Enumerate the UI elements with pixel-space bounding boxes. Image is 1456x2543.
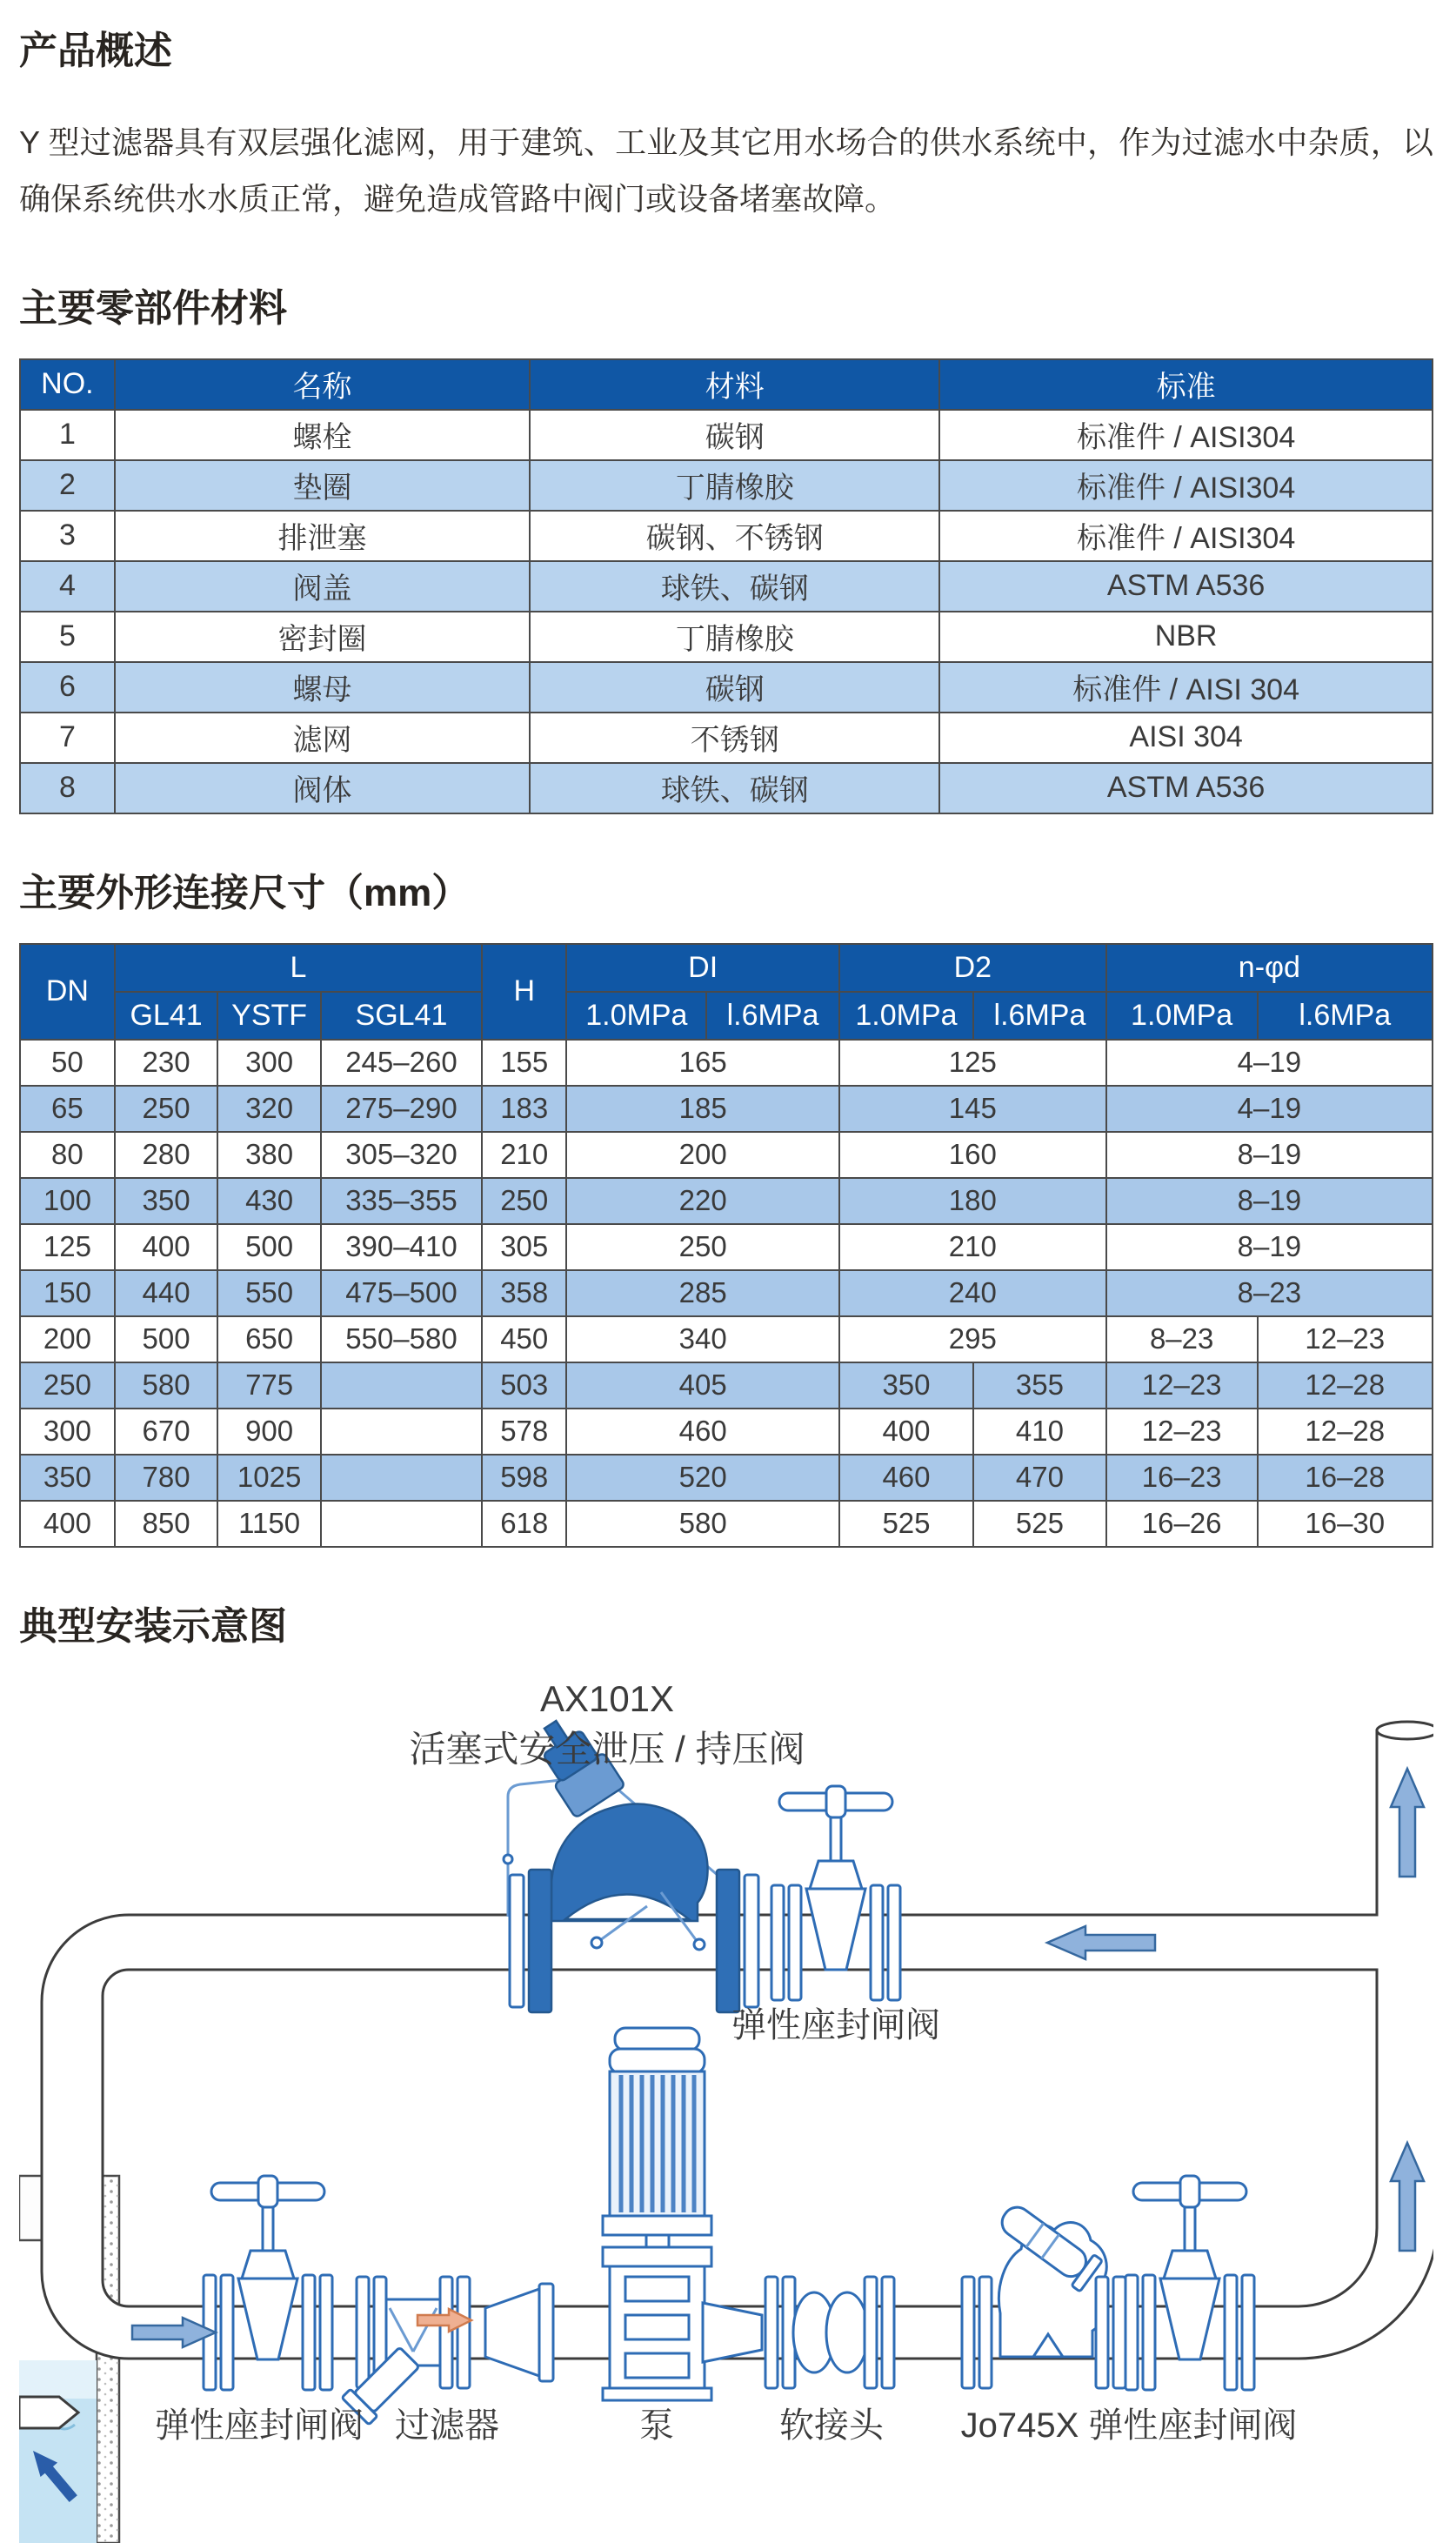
table-row (20, 763, 1433, 813)
bellows (826, 2292, 868, 2372)
stage-window (625, 2277, 689, 2301)
cell: 335–355 (321, 1178, 482, 1224)
cell: 440 (115, 1270, 218, 1316)
cell: 165 (566, 1040, 838, 1086)
cell: 285 (566, 1270, 838, 1316)
cell: 350 (839, 1362, 973, 1409)
column-header: 1.0MPa (566, 992, 706, 1040)
table-row (20, 1178, 1433, 1224)
materials-table (19, 358, 1433, 814)
cell: 275–290 (321, 1086, 482, 1132)
cell: 245–260 (321, 1040, 482, 1086)
strainer-icon (342, 2277, 470, 2425)
gate-valve-top-icon (771, 1786, 900, 2000)
cell: 螺栓 (115, 410, 530, 460)
cell: 220 (566, 1178, 838, 1224)
cell: 螺母 (115, 662, 530, 713)
cell: 12–23 (1106, 1362, 1258, 1409)
cell: 8–19 (1106, 1224, 1433, 1270)
cell: 580 (115, 1362, 218, 1409)
label-strainer: 过滤器 (395, 2406, 499, 2445)
cell: 400 (20, 1501, 115, 1547)
cell: NBR (939, 612, 1433, 662)
dimensions-table-header (20, 944, 1433, 1040)
cell: 1150 (217, 1501, 321, 1547)
table-row (20, 511, 1433, 561)
cell: 475–500 (321, 1270, 482, 1316)
cell: 550 (217, 1270, 321, 1316)
cell: 145 (839, 1086, 1106, 1132)
cell: 8–19 (1106, 1132, 1433, 1178)
cell (321, 1409, 482, 1455)
column-header: GL41 (115, 992, 218, 1040)
cell: 525 (839, 1501, 973, 1547)
cell: 标准件 / AISI304 (939, 511, 1433, 561)
table-row (20, 1040, 1433, 1086)
cell: 丁腈橡胶 (530, 612, 939, 662)
cell: 350 (20, 1455, 115, 1501)
cell: 8–23 (1106, 1316, 1258, 1362)
installation-diagram (19, 1656, 1433, 2543)
cell: 2 (20, 460, 115, 511)
motor-cap (610, 2049, 705, 2073)
cell: 155 (482, 1040, 566, 1086)
cell: 5 (20, 612, 115, 662)
column-header: n-φd (1106, 944, 1433, 992)
cell: 4 (20, 561, 115, 612)
table-row (20, 1316, 1433, 1362)
column-header: l.6MPa (706, 992, 839, 1040)
cell: 150 (20, 1270, 115, 1316)
cell: 标准件 / AISI304 (939, 460, 1433, 511)
cell: 16–26 (1106, 1501, 1258, 1547)
cell: 305 (482, 1224, 566, 1270)
cell: 183 (482, 1086, 566, 1132)
cell: 200 (566, 1132, 838, 1178)
cell: 520 (566, 1455, 838, 1501)
column-header: L (115, 944, 482, 992)
cell: 12–28 (1258, 1362, 1433, 1409)
column-header: l.6MPa (973, 992, 1106, 1040)
cell: 780 (115, 1455, 218, 1501)
cell: 16–28 (1258, 1455, 1433, 1501)
cell: 850 (115, 1501, 218, 1547)
cell: 80 (20, 1132, 115, 1178)
cell: 碳钢 (530, 662, 939, 713)
cell: ASTM A536 (939, 561, 1433, 612)
cell: 碳钢、不锈钢 (530, 511, 939, 561)
column-header: DI (566, 944, 838, 992)
label-pilot-name: 活塞式安全泄压 / 持压阀 (409, 1728, 805, 1770)
cell: 65 (20, 1086, 115, 1132)
column-header: 材料 (530, 359, 939, 410)
cell: 50 (20, 1040, 115, 1086)
flexible-joint-icon (765, 2277, 894, 2388)
column-header: 1.0MPa (839, 992, 973, 1040)
cell: 350 (115, 1178, 218, 1224)
label-flex-joint: 软接头 (779, 2406, 884, 2445)
section-heading-materials: 主要零部件材料 (19, 286, 287, 330)
motor-body (610, 2071, 705, 2216)
column-header: l.6MPa (1258, 992, 1433, 1040)
cell: 240 (839, 1270, 1106, 1316)
cell: 410 (973, 1409, 1106, 1455)
cell: 160 (839, 1132, 1106, 1178)
cell: 230 (115, 1040, 218, 1086)
cell: 358 (482, 1270, 566, 1316)
cell: 125 (839, 1040, 1106, 1086)
cell: 280 (115, 1132, 218, 1178)
motor-cap (615, 2028, 699, 2051)
bolt (694, 1939, 705, 1950)
cell: 3 (20, 511, 115, 561)
cell: 405 (566, 1362, 838, 1409)
cell: 210 (839, 1224, 1106, 1270)
cell: 650 (217, 1316, 321, 1362)
table-row (20, 561, 1433, 612)
cell: 8–19 (1106, 1178, 1433, 1224)
cell: 200 (20, 1316, 115, 1362)
table-row (20, 1455, 1433, 1501)
cell: 185 (566, 1086, 838, 1132)
cell: 16–30 (1258, 1501, 1433, 1547)
section-heading-dimensions: 主要外形连接尺寸（mm） (19, 871, 471, 914)
stage-window (625, 2315, 689, 2339)
cell: 380 (217, 1132, 321, 1178)
column-header: 名称 (115, 359, 530, 410)
cell: 450 (482, 1316, 566, 1362)
table-row (20, 612, 1433, 662)
section-heading-overview: 产品概述 (19, 30, 172, 72)
materials-table-header (20, 359, 1433, 410)
cell: 430 (217, 1178, 321, 1224)
bolt (591, 1937, 602, 1948)
table-row (20, 460, 1433, 511)
cell: 丁腈橡胶 (530, 460, 939, 511)
cell: 500 (115, 1316, 218, 1362)
cell: 400 (839, 1409, 973, 1455)
table-row (20, 662, 1433, 713)
cell: 320 (217, 1086, 321, 1132)
gate-valve-inlet-icon (204, 2176, 332, 2390)
cell: 12–23 (1258, 1316, 1433, 1362)
section-heading-diagram: 典型安装示意图 (19, 1604, 287, 1648)
cell: 1 (20, 410, 115, 460)
coupling-flange (603, 2247, 711, 2266)
column-header: DN (20, 944, 115, 1040)
table-header-row (20, 944, 1433, 992)
cell: 碳钢 (530, 410, 939, 460)
cell: 8 (20, 763, 115, 813)
cell: 580 (566, 1501, 838, 1547)
riser-opening (1377, 1722, 1433, 1739)
table-row (20, 1132, 1433, 1178)
cell: 12–28 (1258, 1409, 1433, 1455)
cell: 340 (566, 1316, 838, 1362)
cell: 7 (20, 713, 115, 763)
cell: 125 (20, 1224, 115, 1270)
flange (510, 1875, 524, 2007)
cell: 503 (482, 1362, 566, 1409)
cell: 标准件 / AISI304 (939, 410, 1433, 460)
column-header: D2 (839, 944, 1106, 992)
flange (717, 1870, 739, 2012)
dimensions-table (19, 943, 1433, 1548)
cell: 250 (566, 1224, 838, 1270)
cell: 460 (566, 1409, 838, 1455)
table-row (20, 1270, 1433, 1316)
cell: 300 (20, 1409, 115, 1455)
column-header: YSTF (217, 992, 321, 1040)
cell: 标准件 / AISI 304 (939, 662, 1433, 713)
cell: 8–23 (1106, 1270, 1433, 1316)
cell: 525 (973, 1501, 1106, 1547)
cell: 12–23 (1106, 1409, 1258, 1455)
cell: 6 (20, 662, 115, 713)
gate-valve-outlet-icon (1125, 2176, 1254, 2390)
column-header: H (482, 944, 566, 1040)
cell: 阀盖 (115, 561, 530, 612)
cell: 550–580 (321, 1316, 482, 1362)
cell: 100 (20, 1178, 115, 1224)
cell: 250 (20, 1362, 115, 1409)
pump-icon (485, 2028, 762, 2400)
table-row (20, 1224, 1433, 1270)
cell: 300 (217, 1040, 321, 1086)
cell: 滤网 (115, 713, 530, 763)
cell: 500 (217, 1224, 321, 1270)
cell: 250 (482, 1178, 566, 1224)
cell: 460 (839, 1455, 973, 1501)
cell: 不锈钢 (530, 713, 939, 763)
table-row (20, 410, 1433, 460)
cell: 598 (482, 1455, 566, 1501)
cell: 305–320 (321, 1132, 482, 1178)
cell: 390–410 (321, 1224, 482, 1270)
reducer-inlet (485, 2289, 539, 2376)
cell: 900 (217, 1409, 321, 1455)
flange (539, 2284, 553, 2381)
table-header-row (20, 359, 1433, 410)
pilot-fitting (504, 1855, 512, 1864)
column-header: SGL41 (321, 992, 482, 1040)
cell: ASTM A536 (939, 763, 1433, 813)
label-gate-valve-top: 弹性座封闸阀 (731, 2005, 940, 2044)
cell: 垫圈 (115, 460, 530, 511)
cell: AISI 304 (939, 713, 1433, 763)
cell: 排泄塞 (115, 511, 530, 561)
cell: 1025 (217, 1455, 321, 1501)
flange (529, 1870, 551, 2012)
cell: 4–19 (1106, 1086, 1433, 1132)
cell: 球铁、碳钢 (530, 561, 939, 612)
cell: 670 (115, 1409, 218, 1455)
cell (321, 1501, 482, 1547)
cell: 210 (482, 1132, 566, 1178)
pump-base (603, 2388, 711, 2400)
table-row (20, 1501, 1433, 1547)
cell: 阀体 (115, 763, 530, 813)
shaft (646, 2235, 669, 2247)
label-gate-valve-inlet: 弹性座封闸阀 (155, 2406, 364, 2445)
label-pump: 泵 (639, 2406, 674, 2445)
table-header-row (20, 992, 1433, 1040)
overview-paragraph: Y 型过滤器具有双层强化滤网，用于建筑、工业及其它用水场合的供水系统中，作为过滤水中杂质，以确保系统供水水质正常，避免造成管路中阀门或设备堵塞故障。 (19, 124, 1433, 217)
cell: 295 (839, 1316, 1106, 1362)
flange (745, 1875, 758, 2007)
cell: 775 (217, 1362, 321, 1409)
label-pilot-model: AX101X (539, 1677, 675, 1719)
table-row (20, 1086, 1433, 1132)
column-header: 1.0MPa (1106, 992, 1258, 1040)
label-check-valve: Jo745X 弹性座封闸阀 (960, 2406, 1298, 2445)
column-header: 标准 (939, 359, 1433, 410)
cell: 470 (973, 1455, 1106, 1501)
cell: 密封圈 (115, 612, 530, 662)
coupling-flange (603, 2216, 711, 2235)
table-row (20, 1362, 1433, 1409)
cell: 16–23 (1106, 1455, 1258, 1501)
column-header: NO. (20, 359, 115, 410)
cell: 球铁、碳钢 (530, 763, 939, 813)
table-row (20, 713, 1433, 763)
cell: 618 (482, 1501, 566, 1547)
table-row (20, 1409, 1433, 1455)
cell: 250 (115, 1086, 218, 1132)
cell (321, 1455, 482, 1501)
cell: 355 (973, 1362, 1106, 1409)
cell: 578 (482, 1409, 566, 1455)
cell: 4–19 (1106, 1040, 1433, 1086)
stage-window (625, 2353, 689, 2378)
cell: 180 (839, 1178, 1106, 1224)
cell (321, 1362, 482, 1409)
cell: 400 (115, 1224, 218, 1270)
